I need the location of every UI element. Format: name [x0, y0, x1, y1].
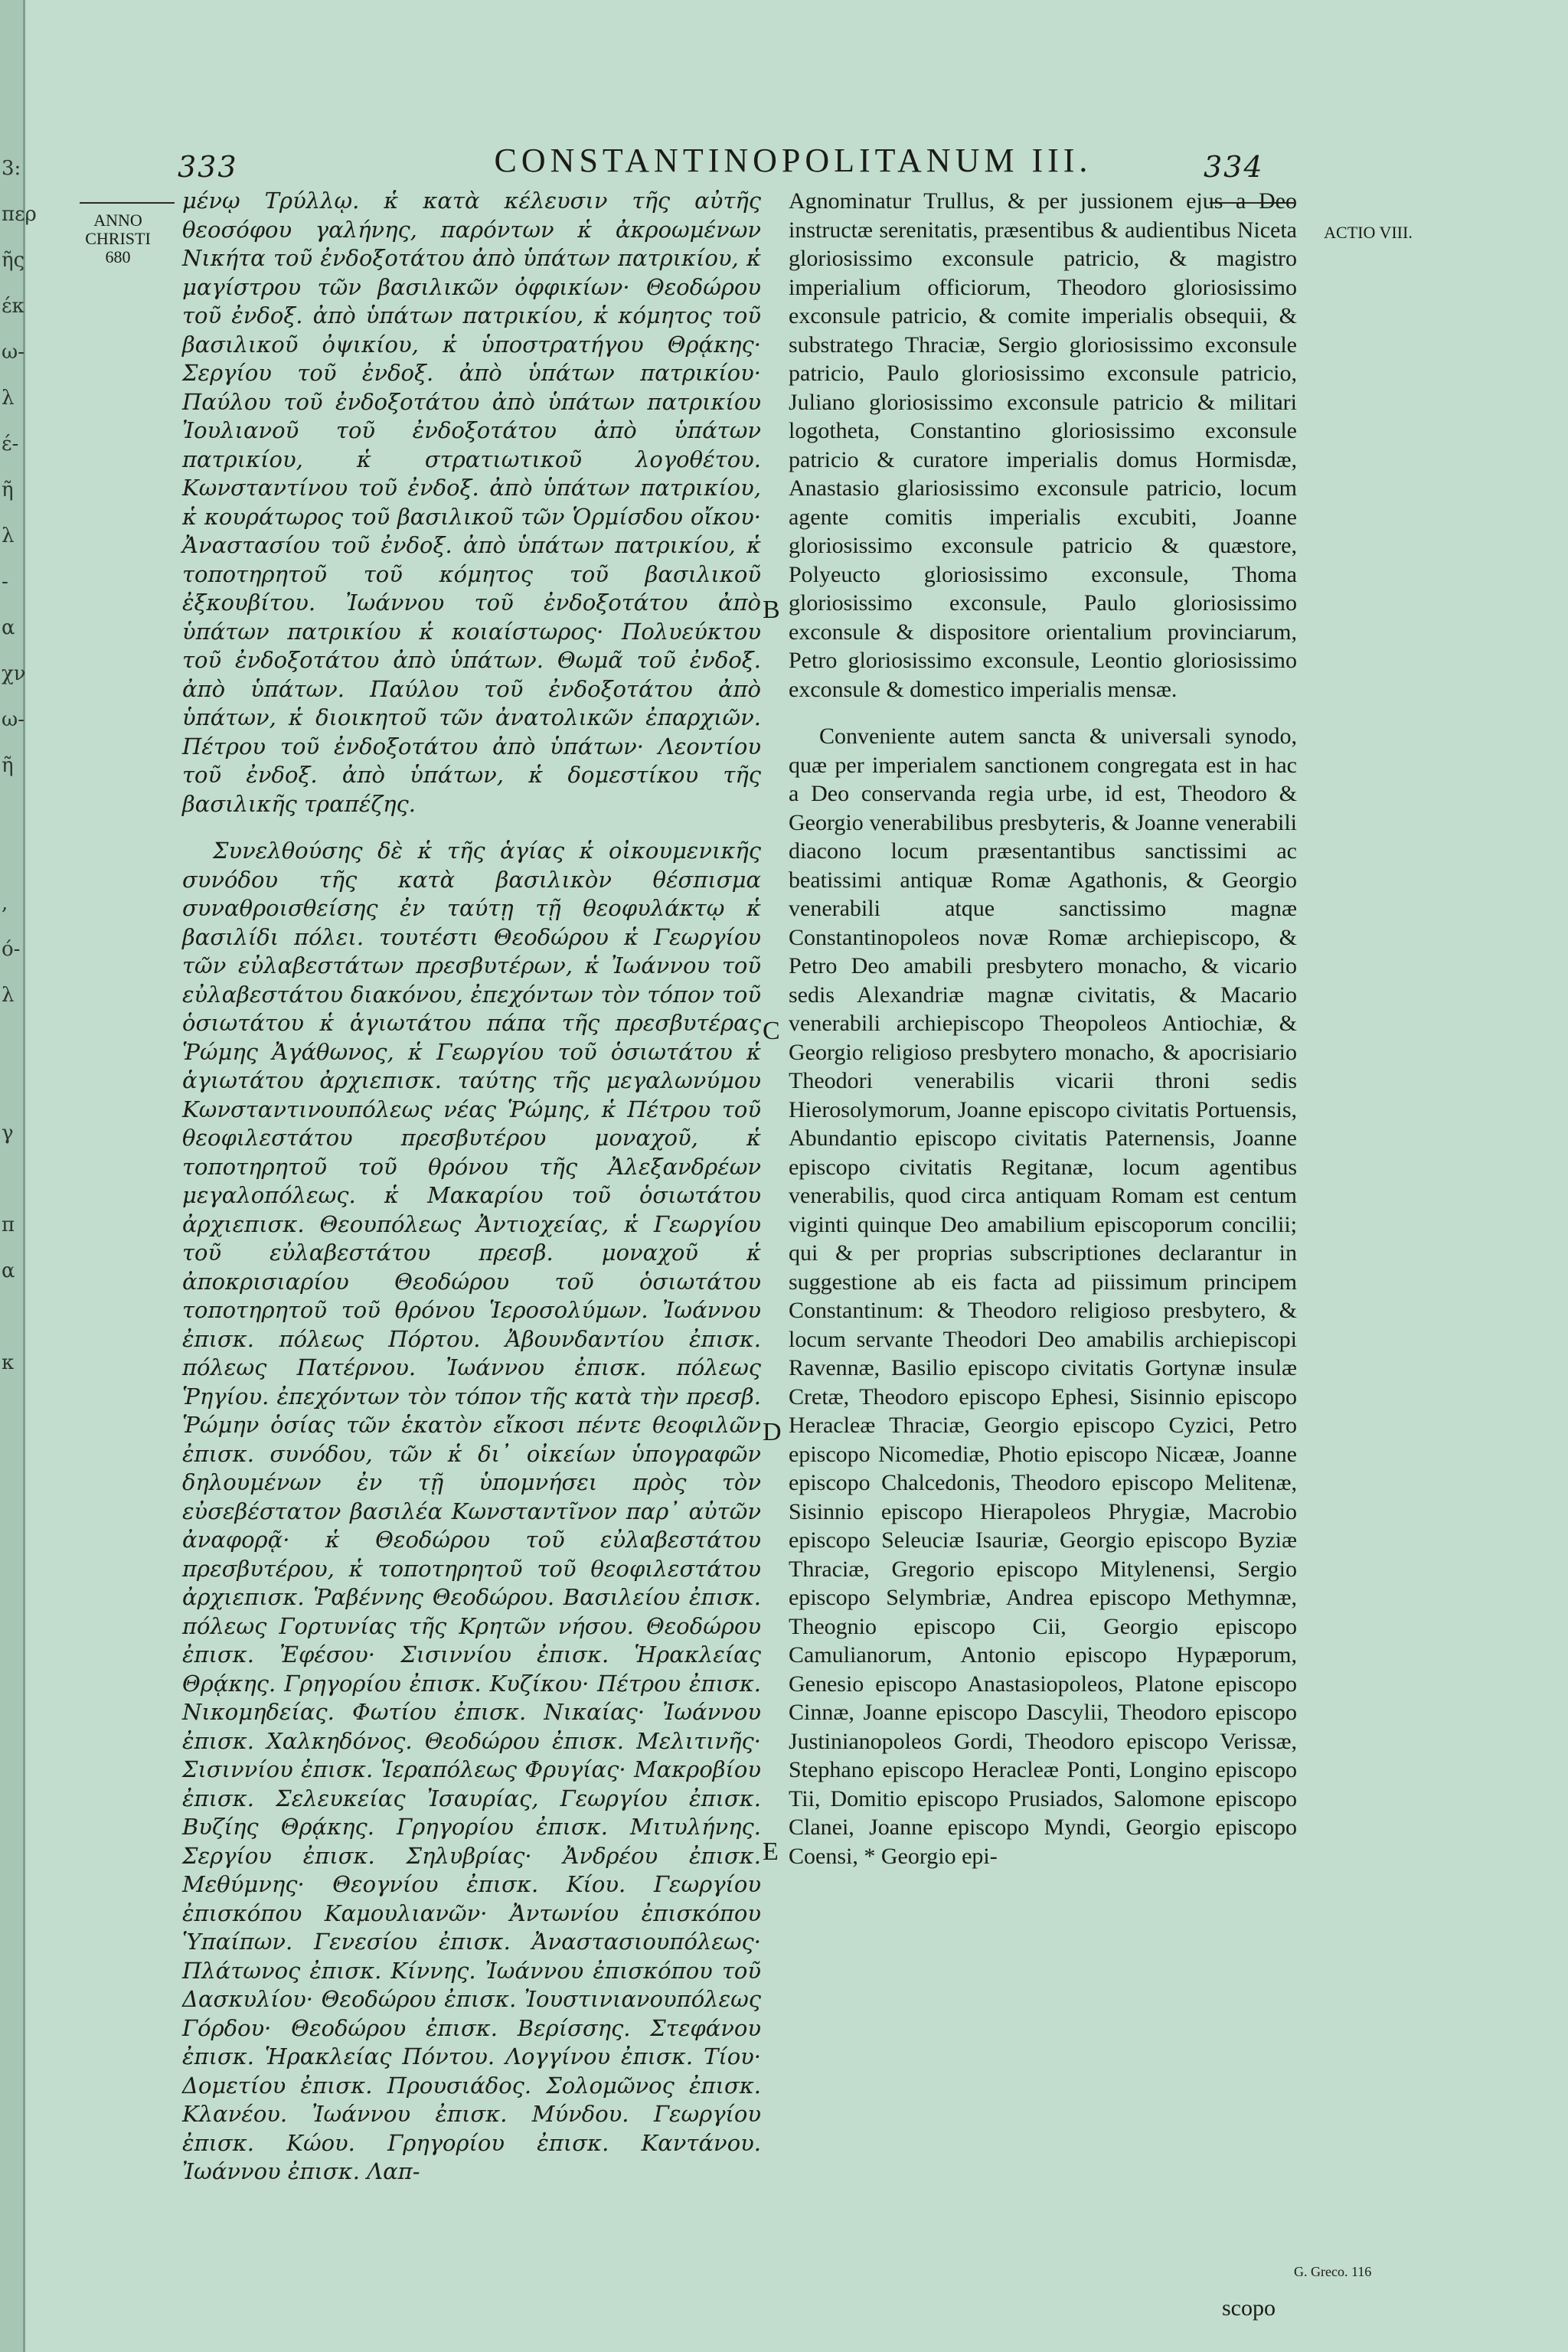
- running-title: CONSTANTINOPOLITANUM III.: [494, 142, 1093, 179]
- greek-paragraph-1: μένῳ Τρύλλῳ. κ̔ κατὰ κέλευσιν τῆς αὐτῆς θεοσόφου γαλήνης, παρόντων κ̔ ἀκροωμένων Νικήτα τοῦ ἐνδοξοτάτου ἀπὸ ὑπάτων πατρικίου, κ̔ μαγίστρου τῶν βασιλικῶν ὀφφικίων· Θεοδώρου τοῦ ἐνδοξ. ἀπὸ ὑπάτων πατρικίου, κ̔ κόμητος τοῦ βασιλικοῦ ὀψικίου, κ̔ ὑποστρατήγου Θρᾴκης· Σεργίου τοῦ ἐνδοξ. ἀπὸ ὑπάτων πατρικίου· Παύλου τοῦ ἐνδοξοτάτου ἀπὸ ὑπάτων πατρικίου Ἰουλιανοῦ τοῦ ἐνδοξοτάτου ἀπὸ ὑπάτων πατρικίου, κ̔ στρατιωτικοῦ λογοθέτου. Κωνσταντίνου τοῦ ἐνδοξ. ἀπὸ ὑπάτων πατρικίου, κ̔ κουράτωρος τοῦ βασιλικοῦ τῶν Ὁρμίσδου οἴκου· Ἀναστασίου τοῦ ἐνδοξ. ἀπὸ ὑπάτων πατρικίου, κ̔ τοποτηρητοῦ τοῦ κόμητος τοῦ βασιλικοῦ ἐξκουβίτου. Ἰωάννου τοῦ ἐνδοξοτάτου ἀπὸ ὑπάτων πατρικίου κ̔ κοιαίστωρος· Πολυεύκτου τοῦ ἐνδοξοτάτου ἀπὸ ὑπάτων. Θωμᾶ τοῦ ἐνδοξ. ἀπὸ ὑπάτων. Παύλου τοῦ ἐνδοξοτάτου ἀπὸ ὑπάτων, κ̔ διοικητοῦ τῶν ἀνατολικῶν ἐπαρχιῶν. Πέτρου τοῦ ἐνδοξοτάτου ἀπὸ ὑπάτων· Λεοντίου τοῦ ἐνδοξ. ἀπὸ ὑπάτων, κ̔ δομεστίκου τῆς βασιλικῆς τραπέζης.: [182, 188, 761, 817]
- greek-column: [182, 187, 761, 2205]
- greek-paragraph-2: Συνελθούσης δὲ κ̔ τῆς ἁγίας κ̔ οἰκουμενικῆς συνόδου τῆς κατὰ βασιλικὸν θέσπισμα συναθροισθείσης ἐν ταύτῃ τῇ θεοφυλάκτῳ κ̔ βασιλίδι πόλει. τουτέστι Θεοδώρου κ̔ Γεωργίου τῶν εὐλαβεστάτων πρεσβυτέρων, κ̔ Ἰωάννου τοῦ εὐλαβεστάτου διακόνου, ἐπεχόντων τὸν τόπον τοῦ ὁσιωτάτου κ̔ ἁγιωτάτου πάπα τῆς πρεσβυτέρας Ῥώμης Ἀγάθωνος, κ̔ Γεωργίου τοῦ ὁσιωτάτου κ̔ ἁγιωτάτου ἀρχιεπισκ. ταύτης τῆς μεγαλωνύμου Κωνσταντινουπόλεως νέας Ῥώμης, κ̔ Πέτρου τοῦ θεοφιλεστάτου πρεσβυτέρου μοναχοῦ, κ̔ τοποτηρητοῦ τοῦ θρόνου τῆς Ἀλεξανδρέων μεγαλοπόλεως. κ̔ Μακαρίου τοῦ ὁσιωτάτου ἀρχιεπισκ. Θεουπόλεως Ἀντιοχείας, κ̔ Γεωργίου τοῦ εὐλαβεστάτου πρεσβ. μοναχοῦ κ̔ ἀποκρισιαρίου Θεοδώρου τοῦ ὁσιωτάτου τοποτηρητοῦ τοῦ θρόνου Ἱεροσολύμων. Ἰωάννου ἐπισκ. πόλεως Πόρτου. Ἀβουνδαντίου ἐπισκ. πόλεως Πατέρνου. Ἰωάννου ἐπισκ. πόλεως Ῥηγίου. ἐπεχόντων τὸν τόπον τῆς κατὰ τὴν πρεσβ. Ῥώμην ὁσίας τῶν ἑκατὸν εἴκοσι πέντε θεοφιλῶν ἐπισκ. συνόδου, τῶν κ̔ δι᾽ οἰκείων ὑπογραφῶν δηλουμένων ἐν τῇ ὑπομνήσει πρὸς τὸν εὐσεβέστατον βασιλέα Κωνσταντῖνον παρ᾽ αὐτῶν ἀναφορᾷ· κ̔ Θεοδώρου τοῦ εὐλαβεστάτου πρεσβυτέρου, κ̔ τοποτηρητοῦ τοῦ θεοφιλεστάτου ἀρχιεπισκ. Ῥαβέννης Θεοδώρου. Βασιλείου ἐπισκ. πόλεως Γορτυνίας τῆς Κρητῶν νήσου. Θεοδώρου ἐπισκ. Ἐφέσου· Σισιννίου ἐπισκ. Ἡρακλείας Θρᾴκης. Γρηγορίου ἐπισκ. Κυζίκου· Πέτρου ἐπισκ. Νικομηδείας. Φωτίου ἐπισκ. Νικαίας· Ἰωάννου ἐπισκ. Χαλκηδόνος. Θεοδώρου ἐπισκ. Μελιτινῆς· Σισιννίου ἐπισκ. Ἱεραπόλεως Φρυγίας· Μακροβίου ἐπισκ. Σελευκείας Ἰσαυρίας, Γεωργίου ἐπισκ. Βυζίης Θρᾴκης. Γρηγορίου ἐπισκ. Μιτυλήνης. Σεργίου ἐπισκ. Σηλυβρίας· Ἀνδρέου ἐπισκ. Μεθύμνης· Θεογνίου ἐπισκ. Κίου. Γεωργίου ἐπισκόπου Καμουλιανῶν· Ἀντωνίου ἐπισκόπου Ὑπαίπων. Γενεσίου ἐπισκ. Ἀναστασιουπόλεως· Πλάτωνος ἐπισκ. Κίννης. Ἰωάννου ἐπισκόπου τοῦ Δασκυλίου· Θεοδώρου ἐπισκ. Ἰουστινιανουπόλεως Γόρδου· Θεοδώρου ἐπισκ. Βερίσσης. Στεφάνου ἐπισκ. Ἡρακλείας Πόντου. Λογγίνου ἐπισκ. Τίου· Δομετίου ἐπισκ. Προυσιάδος. Σολομῶνος ἐπισκ. Κλανέου. Ἰωάννου ἐπισκ. Μύνδου. Γεωργίου ἐπισκ. Κώου. Γρηγορίου ἐπισκ. Καντάνου. Ἰωάννου ἐπισκ. Λαπ-: [182, 838, 761, 2184]
- latin-paragraph-1: Agnominatur Trullus, & per jussionem ejus a Deo instructæ serenitatis, præsentibus & audientibus Niceta gloriosissimo exconsule patricio, & magistro imperialium officiorum, Theodoro gloriosissimo exconsule patricio, & comite imperialis obsequii, & substratego Thraciæ, Sergio gloriosissimo exconsule patricio, Paulo gloriosissimo exconsule patricio, Juliano gloriosissimo exconsule patricio & militari logothetа, Constantino gloriosissimo exconsule patricio & curatore imperialis domus Hormisdæ, Anastasio glariosissimo exconsule patricio, locum agente comitis imperialis excubiti, Joanne gloriosissimo exconsule patricio & quæstore, Polyeucto gloriosissimo exconsule, Thoma gloriosissimo exconsule, Paulo gloriosissimo exconsule & dispositore orientalium provinciarum, Petro gloriosissimo exconsule, Leontio gloriosissimo exconsule & domestico imperialis mensæ.: [789, 188, 1297, 702]
- section-letter-c: C: [763, 1017, 780, 1045]
- latin-column: [789, 187, 1297, 1889]
- margin-rule-left: [80, 202, 175, 204]
- adjacent-page-fragments: 3: περ ῆς έκ ω- λ έ- ῆ λ - α χν ω- ῆ , ό- λ γ π α κ: [2, 157, 37, 1374]
- actio-margin-note: ACTIO VIII.: [1324, 223, 1413, 242]
- cross-reference-note: G. Greco. 116: [1294, 2264, 1372, 2279]
- page-number-left: 333: [178, 150, 238, 184]
- section-letter-e: E: [763, 1838, 779, 1866]
- catchword: scopo: [1222, 2295, 1276, 2321]
- latin-paragraph-2: Conveniente autem sancta & universali synodo, quæ per imperialem sanctionem congregata est in hac a Deo conservanda regia urbe, id est, Theodoro & Georgio venerabilibus presbyteris, & Joanne venerabili diacono locum præsentantibus sanctissimi ac beatissimi antiquæ Romæ Agathonis, & Georgio venerabili atque sanctissimo magnæ Constantinopoleos novæ Romæ archiepiscopo, & Petro Deo amabili presbytero monacho, & vicario sedis Alexandriæ magnæ civitatis, & Macario venerabili archiepiscopo Theopoleos Antiochiæ, & Georgio religioso presbytero monacho, & apocrisiario Theodori venerabilis vicarii throni sedis Hierosolymorum, Joanne episcopo civitatis Portuensis, Abundantio episcopo civitatis Paternensis, Joanne episcopo civitatis Regitanæ, locum agentibus venerabilis, quod circa antiquam Romam est centum viginti quinque Deo amabilium episcoporum concilii; qui & per proprias subscriptiones declarantur in suggestione ab eis facta ad piissimum principem Constantinum: & Theodoro religioso presbytero, & locum servante Theodori Deo amabilis archiepiscopi Ravennæ, Basilio episcopo civitatis Gortynæ insulæ Cretæ, Theodoro episcopo Ephesi, Sisinnio episcopo Heracleæ Thraciæ, Georgio episcopo Cyzici, Petro episcopo Nicomediæ, Photio episcopo Nicææ, Joanne episcopo Chalcedonis, Theodoro episcopo Melitenæ, Sisinnio episcopo Hierapoleos Phrygiæ, Macrobio episcopo Seleuciæ Isauriæ, Georgio episcopo Byziæ Thraciæ, Gregorio episcopo Mitylenensi, Sergio episcopo Selymbriæ, Andrea episcopo Methymnæ, Theognio episcopo Cii, Georgio episcopo Camulianorum, Antonio episcopo Hypæporum, Genesio episcopo Anastasiopoleos, Platone episcopo Cinnæ, Joanne episcopo Dascylii, Theodoro episcopo Justinianopoleos Gordi, Theodoro episcopo Verissæ, Stephano episcopo Heracleæ Ponti, Longino episcopo Tii, Domitio episcopo Prusiados, Salomone episcopo Clanei, Joanne episcopo Myndi, Georgio episcopo Coensi, * Georgio epi-: [789, 724, 1297, 1869]
- section-letter-b: B: [763, 596, 780, 624]
- section-letter-d: D: [763, 1418, 782, 1446]
- page-number-right: 334: [1204, 150, 1264, 184]
- year-margin-note: ANNO CHRISTI 680: [85, 211, 151, 266]
- adjacent-page-edge: [0, 0, 37, 2352]
